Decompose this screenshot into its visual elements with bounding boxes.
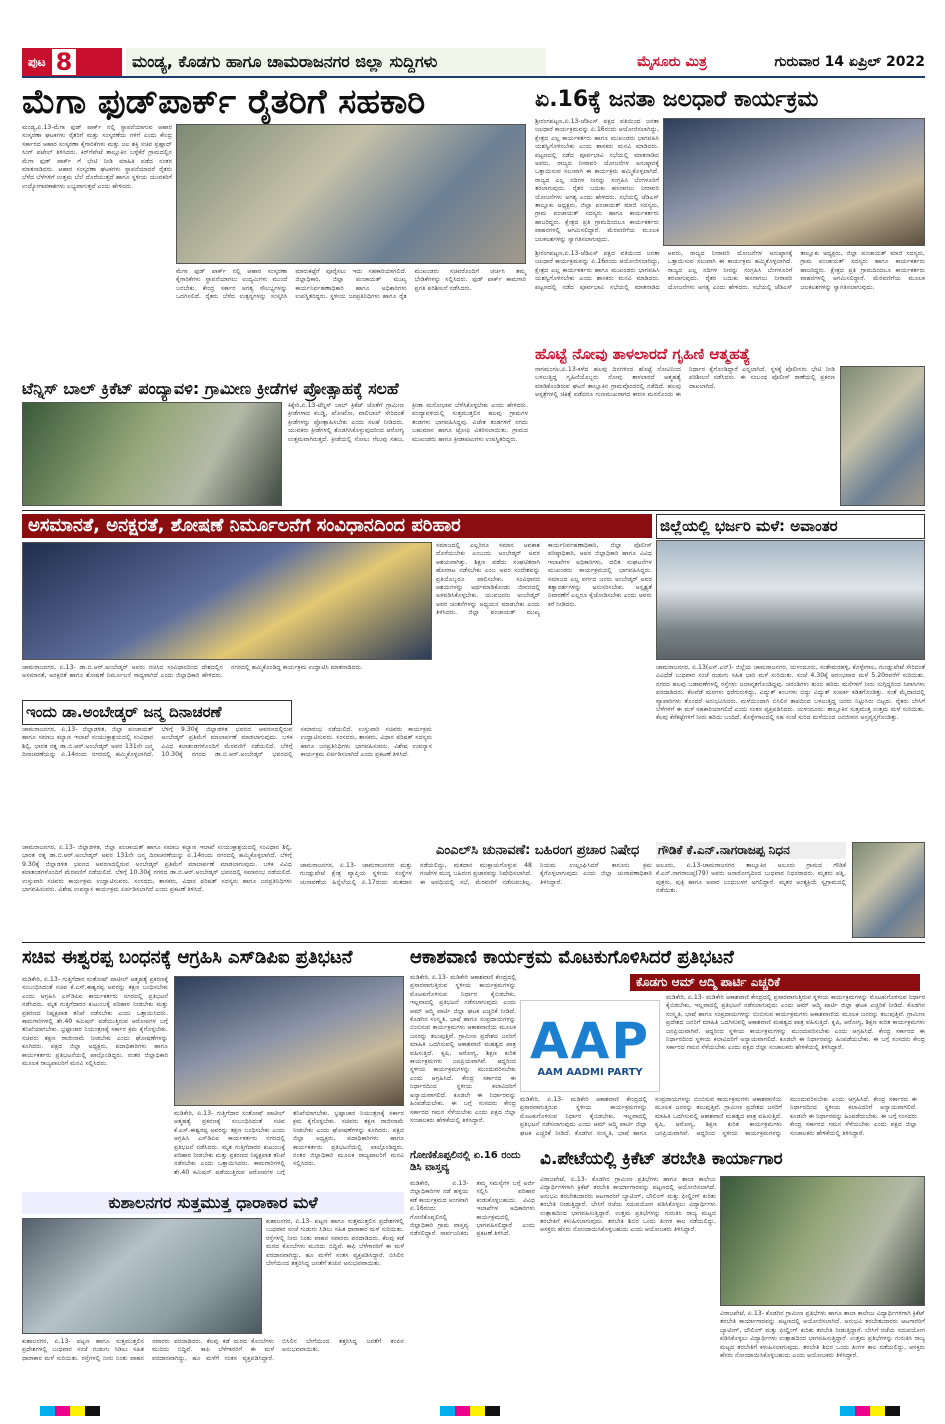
- body-akashavani-1: ಮಡಿಕೇರಿ, ಏ.13- ಮಡಿಕೇರಿ ಆಕಾಶವಾಣಿ ಕೇಂದ್ರದಲ್ಲಿ ಪ್ರಸಾರವಾಗುತ್ತಿರುವ ಸ್ಥಳೀಯ ಕಾರ್ಯಕ್ರಮಗಳನ್ನು ಮೊಟಕುಗೊಳಿಸುವ ನಿರ್ಧಾರ ಕೈಬಿಡಬೇಕು, ಇಲ್ಲವಾದಲ್ಲಿ ಪ್ರತಿಭಟನೆ ನಡೆಸಲಾಗುವುದು ಎಂದು ಆಮ್ ಆದ್ಮಿ ಪಾರ್ಟಿ ಜಿಲ್ಲಾ ಘಟಕ ಎಚ್ಚರಿಕೆ ನೀಡಿದೆ. ಕೊಡಗಿನ ಸಂಸ್ಕೃತಿ, ಭಾಷೆ ಹಾಗೂ ಸಂಪ್ರದಾಯಗಳನ್ನು ಬಿಂಬಿಸುವ ಕಾರ್ಯಕ್ರಮಗಳು ಆಕಾಶವಾಣಿಯ ಮೂಲಕ ಜನರನ್ನು ತಲುಪುತ್ತಿವೆ. ಗ್ರಾಮೀಣ ಪ್ರದೇಶದ ಜನರಿಗೆ ಮಾಹಿತಿ ಒದಗಿಸುವಲ್ಲಿ ಆಕಾಶವಾಣಿ ಮಹತ್ವದ ಪಾತ್ರ ವಹಿಸುತ್ತಿದೆ. ಕೃಷಿ, ಆರೋಗ್ಯ, ಶಿಕ್ಷಣ ಕುರಿತ ಕಾರ್ಯಕ್ರಮಗಳು ಜನಪ್ರಿಯವಾಗಿವೆ. ಆದ್ದರಿಂದ ಸ್ಥಳೀಯ ಕಾರ್ಯಕ್ರಮಗಳನ್ನು ಮುಂದುವರಿಸಬೇಕು ಎಂದು ಆಗ್ರಹಿಸಿದೆ. ಕೇಂದ್ರ ಸರ್ಕಾರದ ಈ ನಿರ್ಧಾರದಿಂದ ಸ್ಥಳೀಯ ಕಲಾವಿದರಿಗೆ ಅನ್ಯಾಯವಾಗಲಿದೆ. ಕೂಡಲೇ ಈ ನಿರ್ಧಾರವನ್ನು ಹಿಂಪಡೆಯಬೇಕು. ಈ ಬಗ್ಗೆ ಸಂಸದರು ಕೇಂದ್ರ ಸರ್ಕಾರದ ಗಮನ ಸೆಳೆಯಬೇಕು ಎಂದು ಪಕ್ಷದ ಜಿಲ್ಲಾ ಸಂಚಾಲಕರು ಹೇಳಿಕೆಯಲ್ಲಿ ತಿಳಿಸಿದ್ದಾರೆ.: [410, 974, 516, 1124]
- masthead: [22, 48, 925, 78]
- body-sdpi-protest-1: ಮಡಿಕೇರಿ, ಏ.13- ಗುತ್ತಿಗೆದಾರ ಸಂತೋಷ್ ಪಾಟೀಲ್ ಆತ್ಮಹತ್ಯೆ ಪ್ರಕರಣಕ್ಕೆ ಸಂಬಂಧಿಸಿದಂತೆ ಸಚಿವ ಕೆ.ಎಸ್.ಈಶ್ವರಪ್ಪ ಅವರನ್ನು ತಕ್ಷಣ ಬಂಧಿಸಬೇಕು ಎಂದು ಆಗ್ರಹಿಸಿ ಎಸ್‌ಡಿಪಿಐ ಕಾರ್ಯಕರ್ತರು ನಗರದಲ್ಲಿ ಪ್ರತಿಭಟನೆ ನಡೆಸಿದರು. ಮೃತ ಗುತ್ತಿಗೆದಾರರ ಕುಟುಂಬಕ್ಕೆ ಪರಿಹಾರ ನೀಡಬೇಕು ಮತ್ತು ಪ್ರಕರಣದ ನಿಷ್ಪಕ್ಷಪಾತ ತನಿಖೆ ನಡೆಸಬೇಕು ಎಂದು ಒತ್ತಾಯಿಸಿದರು. ಕಾಮಗಾರಿಗಳಲ್ಲಿ ಶೇ.40 ಕಮಿಷನ್ ಪಡೆಯುತ್ತಿರುವ ಆರೋಪಗಳ ಬಗ್ಗೆ ತನಿಖೆಯಾಗಬೇಕು. ಭ್ರಷ್ಟಾಚಾರ ನಿಯಂತ್ರಣಕ್ಕೆ ಸರ್ಕಾರ ಕ್ರಮ ಕೈಗೊಳ್ಳಬೇಕು. ಸಚಿವರು ತಕ್ಷಣ ರಾಜೀನಾಮೆ ನೀಡಬೇಕು ಎಂದು ಘೋಷಣೆಗಳನ್ನು ಕೂಗಿದರು. ಪಕ್ಷದ ಜಿಲ್ಲಾ ಅಧ್ಯಕ್ಷರು, ಪದಾಧಿಕಾರಿಗಳು ಹಾಗೂ ಕಾರ್ಯಕರ್ತರು ಪ್ರತಿಭಟನೆಯಲ್ಲಿ ಪಾಲ್ಗೊಂಡಿದ್ದರು. ನಂತರ ಜಿಲ್ಲಾಧಿಕಾರಿ ಮೂಲಕ ರಾಜ್ಯಪಾಲರಿಗೆ ಮನವಿ ಸಲ್ಲಿಸಿದರು.: [22, 976, 168, 1068]
- photo-rain-street: [656, 540, 925, 660]
- headline-mlc-election: ಎಂಎಲ್‌ಸಿ ಚುನಾವಣೆ: ಬಹಿರಂಗ ಪ್ರಚಾರ ನಿಷೇಧ: [436, 843, 640, 858]
- newspaper-brand: ಮೈಸೂರು ಮಿತ್ರ: [637, 54, 707, 70]
- body-sdpi-protest-2: ಮಡಿಕೇರಿ, ಏ.13- ಗುತ್ತಿಗೆದಾರ ಸಂತೋಷ್ ಪಾಟೀಲ್ ಆತ್ಮಹತ್ಯೆ ಪ್ರಕರಣಕ್ಕೆ ಸಂಬಂಧಿಸಿದಂತೆ ಸಚಿವ ಕೆ.ಎಸ್.ಈಶ್ವರಪ್ಪ ಅವರನ್ನು ತಕ್ಷಣ ಬಂಧಿಸಬೇಕು ಎಂದು ಆಗ್ರಹಿಸಿ ಎಸ್‌ಡಿಪಿಐ ಕಾರ್ಯಕರ್ತರು ನಗರದಲ್ಲಿ ಪ್ರತಿಭಟನೆ ನಡೆಸಿದರು. ಮೃತ ಗುತ್ತಿಗೆದಾರರ ಕುಟುಂಬಕ್ಕೆ ಪರಿಹಾರ ನೀಡಬೇಕು ಮತ್ತು ಪ್ರಕರಣದ ನಿಷ್ಪಕ್ಷಪಾತ ತನಿಖೆ ನಡೆಸಬೇಕು ಎಂದು ಒತ್ತಾಯಿಸಿದರು. ಕಾಮಗಾರಿಗಳಲ್ಲಿ ಶೇ.40 ಕಮಿಷನ್ ಪಡೆಯುತ್ತಿರುವ ಆರೋಪಗಳ ಬಗ್ಗೆ ತನಿಖೆಯಾಗಬೇಕು. ಭ್ರಷ್ಟಾಚಾರ ನಿಯಂತ್ರಣಕ್ಕೆ ಸರ್ಕಾರ ಕ್ರಮ ಕೈಗೊಳ್ಳಬೇಕು. ಸಚಿವರು ತಕ್ಷಣ ರಾಜೀನಾಮೆ ನೀಡಬೇಕು ಎಂದು ಘೋಷಣೆಗಳನ್ನು ಕೂಗಿದರು. ಪಕ್ಷದ ಜಿಲ್ಲಾ ಅಧ್ಯಕ್ಷರು, ಪದಾಧಿಕಾರಿಗಳು ಹಾಗೂ ಕಾರ್ಯಕರ್ತರು ಪ್ರತಿಭಟನೆಯಲ್ಲಿ ಪಾಲ್ಗೊಂಡಿದ್ದರು. ನಂತರ ಜಿಲ್ಲಾಧಿಕಾರಿ ಮೂಲಕ ರಾಜ್ಯಪಾಲರಿಗೆ ಮನವಿ ಸಲ್ಲಿಸಿದರು.: [174, 1110, 404, 1176]
- headline-virajpet-cricket: ವಿ.ಪೇಟೆಯಲ್ಲಿ ಕ್ರಿಕೆಟ್ ತರಬೇತಿ ಕಾರ್ಯಾಗಾರ: [540, 1149, 783, 1169]
- headline-tennis-ball: ಟೆನ್ನಿಸ್ ಬಾಲ್ ಕ್ರಿಕೆಟ್ ಪಂದ್ಯಾವಳಿ: ಗ್ರಾಮೀಣ ಕ್ರೀಡೆಗಳ ಪ್ರೋತ್ಸಾಹಕ್ಕೆ ಸಲಹೆ: [22, 379, 399, 398]
- photo-cricket-nets: [720, 1176, 925, 1306]
- body-kushalnagar-1: ಕುಶಾಲನಗರ, ಏ.13- ಪಟ್ಟಣ ಹಾಗೂ ಸುತ್ತಮುತ್ತಲಿನ ಪ್ರದೇಶಗಳಲ್ಲಿ ಬುಧವಾರ ಸಂಜೆ ಗುಡುಗು ಸಿಡಿಲು ಸಹಿತ ಧಾರಾಕಾರ ಮಳೆ ಸುರಿಯಿತು. ರಸ್ತೆಗಳಲ್ಲಿ ನೀರು ನಿಂತು ವಾಹನ ಸವಾರರು ಪರದಾಡಿದರು. ಕೆಲವು ಕಡೆ ಮರದ ಕೊಂಬೆಗಳು ಮುರಿದು ಬಿದ್ದಿವೆ. ಕಾಫಿ ಬೆಳೆಗಾರರಿಗೆ ಈ ಮಳೆ ವರದಾನವಾಗಿದ್ದು, ಹೂ ಮಳೆಗೆ ಸಂತಸ ವ್ಯಕ್ತಪಡಿಸಿದ್ದಾರೆ. ಬಿಸಿಲಿನ ಬೇಗೆಯಿಂದ ತತ್ತರಿಸಿದ್ದ ಜನತೆಗೆ ತಂಪಿನ ಅನುಭವವಾಯಿತು.: [266, 1218, 404, 1268]
- issue-date: ಗುರುವಾರ 14 ಏಪ್ರಿಲ್ 2022: [774, 54, 925, 70]
- body-gonikoppa: ಮಡಿಕೇರಿ, ಏ.13- ಜಿಲ್ಲಾಧಿಕಾರಿಗಳ ನಡೆ ಹಳ್ಳಿಯ ಕಡೆ ಕಾರ್ಯಕ್ರಮದ ಅಂಗವಾಗಿ ಏ.16ರಂದು ಗೋಣಿಕೊಪ್ಪಲಿನಲ್ಲಿ ಜಿಲ್ಲಾಧಿಕಾರಿ ಗ್ರಾಮ ವಾಸ್ತವ್ಯ ನಡೆಸಲಿದ್ದಾರೆ. ಸಾರ್ವಜನಿಕರು ತಮ್ಮ ಸಮಸ್ಯೆಗಳ ಬಗ್ಗೆ ಅರ್ಜಿ ಸಲ್ಲಿಸಿ ಪರಿಹಾರ ಕಂಡುಕೊಳ್ಳಬಹುದು. ವಿವಿಧ ಇಲಾಖೆಗಳ ಅಧಿಕಾರಿಗಳು ಕಾರ್ಯಕ್ರಮದಲ್ಲಿ ಭಾಗವಹಿಸಲಿದ್ದಾರೆ ಎಂದು ಪ್ರಕಟಣೆ ತಿಳಿಸಿದೆ.: [410, 1180, 535, 1238]
- photo-kushalnagar-rain: [22, 1218, 262, 1334]
- headline-gonikoppa: ಗೋಣಿಕೊಪ್ಪಲಿನಲ್ಲಿ ಏ.16 ರಂದು ಡಿಸಿ ವಾಸ್ತವ್ಯ: [410, 1150, 521, 1173]
- aap-logo: [520, 1000, 660, 1092]
- photo-obituary: [852, 842, 925, 938]
- aap-logo-text: AAP: [529, 1011, 651, 1070]
- print-color-bar: [40, 1406, 100, 1416]
- section-title: ಮಂಡ್ಯ, ಕೊಡಗು ಹಾಗೂ ಚಾಮರಾಜನಗರ ಜಿಲ್ಲಾ ಸುದ್ದಿಗಳು: [126, 48, 546, 76]
- body-heavy-rain: ಚಾಮರಾಜನಗರ, ಏ.13(ಎಸ್.ಎನ್)- ಜಿಲ್ಲೆಯ ಚಾಮರಾಜನಗರ, ಯಳಂದೂರು, ಸಂತೇಮರಹಳ್ಳಿ, ಕೊಳ್ಳೇಗಾಲ, ಗುಂಡ್ಲುಪೇಟೆ ಸೇರಿದಂತೆ ವಿವಿಧೆಡೆ ಬುಧವಾರ ಸಂಜೆ ಗುಡುಗು ಸಹಿತ ಭಾರಿ ಮಳೆ ಸುರಿಯಿತು. ಸಂಜೆ 4.30ಕ್ಕೆ ಆರಂಭವಾದ ಮಳೆ 5.20ರವರೆಗೆ ಸುರಿಯಿತು. ನಗರದ ಹಲವು ಬಡಾವಣೆಗಳಲ್ಲಿ ರಸ್ತೆಗಳು ಜಲಾವೃತಗೊಂಡಿದ್ದವು. ಚರಂಡಿಗಳು ತುಂಬಿ ಹರಿದು ಮನೆಗಳಿಗೆ ನೀರು ನುಗ್ಗಿದ್ದರಿಂದ ನಿವಾಸಿಗಳು ಪರದಾಡಿದರು. ಕೆಲವೆಡೆ ಮರಗಳು ಧರೆಗುರುಳಿದ್ದು, ವಿದ್ಯುತ್ ಕಂಬಗಳು ಬಿದ್ದು ವಿದ್ಯುತ್ ಸಂಪರ್ಕ ಕಡಿತಗೊಂಡಿತ್ತು. ಸಂತೆ ಮೈದಾನದಲ್ಲಿ ವ್ಯಾಪಾರಿಗಳು ತೊಂದರೆ ಅನುಭವಿಸಿದರು. ಮಳೆಯಿಂದಾಗಿ ಬಿಸಿಲಿನ ತಾಪದಿಂದ ಬಳಲುತ್ತಿದ್ದ ಜನರು ನಿಟ್ಟುಸಿರು ಬಿಟ್ಟರು. ರೈತರು ಬೇಸಿಗೆ ಬೆಳೆಗಳಿಗೆ ಈ ಮಳೆ ಸಹಕಾರಿಯಾಗಲಿದೆ ಎಂದು ಸಂತಸ ವ್ಯಕ್ತಪಡಿಸಿದರು. ಯಳಂದೂರು: ತಾಲ್ಲೂಕಿನ ಸುತ್ತಮುತ್ತ ಉತ್ತಮ ಮಳೆ ಸುರಿಯಿತು. ಕೆಲವು ಕೆರೆಕಟ್ಟೆಗಳಿಗೆ ನೀರು ಹರಿದು ಬಂದಿದೆ. ಕೊಳ್ಳೇಗಾಲದಲ್ಲಿ ಸಹ ಸಂಜೆ ಸುರಿದ ಮಳೆಯಿಂದ ಜನಜೀವನ ಅಸ್ತವ್ಯಸ್ತಗೊಂಡಿತ್ತು.: [656, 664, 925, 722]
- headline-akashavani: ಆಕಾಶವಾಣಿ ಕಾರ್ಯಕ್ರಮ ಮೊಟಕುಗೊಳಿಸಿದರೆ ಪ್ರತಿಭಟನೆ: [410, 947, 734, 968]
- body-food-park-2: ಮೆಗಾ ಫುಡ್ ಪಾರ್ಕ್ ನಲ್ಲಿ ಆಹಾರ ಸಂಸ್ಕರಣಾ ಕೈಗಾರಿಕೆಗಳು ಸ್ಥಾಪನೆಯಾಗಲು ಉದ್ಯಮಿಗಳು ಮುಂದೆ ಬರಬೇಕು. ಕೇಂದ್ರ ಸರ್ಕಾರ ಅಗತ್ಯ ಸೌಲಭ್ಯಗಳನ್ನು ಒದಗಿಸಲಿದೆ. ರೈತರು ಬೆಳೆದ ಉತ್ಪನ್ನಗಳನ್ನು ಸಂಸ್ಕರಿಸಿ ಮಾರುಕಟ್ಟೆಗೆ ಪೂರೈಸಲು ಇದು ಸಹಕಾರಿಯಾಗಲಿದೆ. ಜಿಲ್ಲಾಧಿಕಾರಿ, ಜಿಲ್ಲಾ ಪಂಚಾಯತ್ ಮುಖ್ಯ ಕಾರ್ಯನಿರ್ವಹಣಾಧಿಕಾರಿ ಹಾಗೂ ಅಧಿಕಾರಿಗಳು ಉಪಸ್ಥಿತರಿದ್ದರು. ಸ್ಥಳೀಯ ಜನಪ್ರತಿನಿಧಿಗಳು ಹಾಗೂ ರೈತ ಮುಖಂಡರು ಸಚಿವರೊಂದಿಗೆ ಚರ್ಚಿಸಿ ತಮ್ಮ ಬೇಡಿಕೆಗಳನ್ನು ಸಲ್ಲಿಸಿದರು. ಫುಡ್ ಪಾರ್ಕ್ ಕಾಮಗಾರಿ ಪ್ರಗತಿ ಪರಿಶೀಲನೆ ನಡೆಸಿದರು.: [176, 268, 526, 301]
- body-akashavani-3: ಮಡಿಕೇರಿ, ಏ.13- ಮಡಿಕೇರಿ ಆಕಾಶವಾಣಿ ಕೇಂದ್ರದಲ್ಲಿ ಪ್ರಸಾರವಾಗುತ್ತಿರುವ ಸ್ಥಳೀಯ ಕಾರ್ಯಕ್ರಮಗಳನ್ನು ಮೊಟಕುಗೊಳಿಸುವ ನಿರ್ಧಾರ ಕೈಬಿಡಬೇಕು, ಇಲ್ಲವಾದಲ್ಲಿ ಪ್ರತಿಭಟನೆ ನಡೆಸಲಾಗುವುದು ಎಂದು ಆಮ್ ಆದ್ಮಿ ಪಾರ್ಟಿ ಜಿಲ್ಲಾ ಘಟಕ ಎಚ್ಚರಿಕೆ ನೀಡಿದೆ. ಕೊಡಗಿನ ಸಂಸ್ಕೃತಿ, ಭಾಷೆ ಹಾಗೂ ಸಂಪ್ರದಾಯಗಳನ್ನು ಬಿಂಬಿಸುವ ಕಾರ್ಯಕ್ರಮಗಳು ಆಕಾಶವಾಣಿಯ ಮೂಲಕ ಜನರನ್ನು ತಲುಪುತ್ತಿವೆ. ಗ್ರಾಮೀಣ ಪ್ರದೇಶದ ಜನರಿಗೆ ಮಾಹಿತಿ ಒದಗಿಸುವಲ್ಲಿ ಆಕಾಶವಾಣಿ ಮಹತ್ವದ ಪಾತ್ರ ವಹಿಸುತ್ತಿದೆ. ಕೃಷಿ, ಆರೋಗ್ಯ, ಶಿಕ್ಷಣ ಕುರಿತ ಕಾರ್ಯಕ್ರಮಗಳು ಜನಪ್ರಿಯವಾಗಿವೆ. ಆದ್ದರಿಂದ ಸ್ಥಳೀಯ ಕಾರ್ಯಕ್ರಮಗಳನ್ನು ಮುಂದುವರಿಸಬೇಕು ಎಂದು ಆಗ್ರಹಿಸಿದೆ. ಕೇಂದ್ರ ಸರ್ಕಾರದ ಈ ನಿರ್ಧಾರದಿಂದ ಸ್ಥಳೀಯ ಕಲಾವಿದರಿಗೆ ಅನ್ಯಾಯವಾಗಲಿದೆ. ಕೂಡಲೇ ಈ ನಿರ್ಧಾರವನ್ನು ಹಿಂಪಡೆಯಬೇಕು. ಈ ಬಗ್ಗೆ ಸಂಸದರು ಕೇಂದ್ರ ಸರ್ಕಾರದ ಗಮನ ಸೆಳೆಯಬೇಕು ಎಂದು ಪಕ್ಷದ ಜಿಲ್ಲಾ ಸಂಚಾಲಕರು ಹೇಳಿಕೆಯಲ್ಲಿ ತಿಳಿಸಿದ್ದಾರೆ.: [666, 994, 925, 1052]
- photo-woman: [840, 366, 925, 506]
- body-constitution-right: ಸಮಾಜದಲ್ಲಿ ಎಲ್ಲರಿಗೂ ಸಮಾನ ಅವಕಾಶ ದೊರೆಯಬೇಕು ಎಂಬುದು ಅಂಬೇಡ್ಕರ್ ಅವರ ಆಶಯವಾಗಿತ್ತು. ಶಿಕ್ಷಣ ಪಡೆದು ಸಂಘಟಿತರಾಗಿ ಹೋರಾಟ ನಡೆಸಬೇಕು ಎಂಬ ಅವರ ಸಂದೇಶವನ್ನು ಪ್ರತಿಯೊಬ್ಬರೂ ಪಾಲಿಸಬೇಕು. ಸಂವಿಧಾನದ ಆಶಯಗಳನ್ನು ಅರ್ಥಮಾಡಿಕೊಂಡು ಜೀವನದಲ್ಲಿ ಅಳವಡಿಸಿಕೊಳ್ಳಬೇಕು. ಯುವಜನರು ಅಂಬೇಡ್ಕರ್ ಅವರ ಚಿಂತನೆಗಳನ್ನು ಅಧ್ಯಯನ ಮಾಡಬೇಕು ಎಂದು ತಿಳಿಸಿದರು. ಜಿಲ್ಲಾ ಪಂಚಾಯತ್ ಮುಖ್ಯ ಕಾರ್ಯನಿರ್ವಹಣಾಧಿಕಾರಿ, ಜಿಲ್ಲಾ ಪೊಲೀಸ್ ವರಿಷ್ಠಾಧಿಕಾರಿ, ಅಪರ ಜಿಲ್ಲಾಧಿಕಾರಿ ಹಾಗೂ ವಿವಿಧ ಇಲಾಖೆಗಳ ಅಧಿಕಾರಿಗಳು, ದಲಿತ ಸಂಘಟನೆಗಳ ಮುಖಂಡರು ಕಾರ್ಯಕ್ರಮದಲ್ಲಿ ಭಾಗವಹಿಸಿದ್ದರು. ಸಮಾಜದ ಎಲ್ಲ ವರ್ಗದ ಜನರು ಅಂಬೇಡ್ಕರ್ ಅವರ ತತ್ವಾದರ್ಶಗಳನ್ನು ಅನುಸರಿಸಬೇಕು. ಅಸ್ಪೃಶ್ಯತೆ ನಿವಾರಣೆಗೆ ಎಲ್ಲರೂ ಕೈಜೋಡಿಸಬೇಕು ಎಂದು ಅವರು ಕರೆ ನೀಡಿದರು.: [436, 542, 652, 617]
- page-number: 8: [52, 49, 77, 75]
- headline-food-park: ಮೆಗಾ ಫುಡ್‌ಪಾರ್ಕ್ ರೈತರಿಗೆ ಸಹಕಾರಿ: [22, 82, 426, 122]
- headline-heavy-rain: ಜಿಲ್ಲೆಯಲ್ಲಿ ಭರ್ಜರಿ ಮಳೆ: ಅವಾಂತರ: [656, 514, 925, 539]
- body-obituary: ಅಲೂರು, ಏ.13-ಚಾಮರಾಜನಗರ ತಾಲ್ಲೂಕಿನ ಅಲೂರು ಗ್ರಾಮದ ಗೌಡಿಕೆ ಕೆ.ಎನ್.ನಾಗರಾಜಪ್ಪ(79) ಅವರು ಅನಾರೋಗ್ಯದಿಂದ ಬುಧವಾರ ನಿಧನರಾದರು. ಮೃತರು ಪತ್ನಿ, ಪುತ್ರರು, ಪುತ್ರಿ ಹಾಗೂ ಅಪಾರ ಬಂಧುಬಳಗ ಅಗಲಿದ್ದಾರೆ. ಮೃತರ ಅಂತ್ಯಕ್ರಿಯೆ ಸ್ವಗ್ರಾಮದಲ್ಲಿ ನಡೆಯಿತು.: [656, 862, 846, 895]
- page-number-box: [22, 48, 122, 76]
- print-color-bar: [840, 1406, 900, 1416]
- photo-food-park: [176, 124, 526, 264]
- photo-ambedkar-event: [22, 542, 432, 660]
- divider: [22, 510, 925, 511]
- body-food-park-1: ಮಂಡ್ಯ,ಏ.13-ಮೆಗಾ ಫುಡ್ ಪಾರ್ಕ್ ನಲ್ಲಿ ಸ್ಥಾಪನೆಯಾಗುವ ಆಹಾರ ಸಂಸ್ಕರಣಾ ಘಟಕಗಳು ರೈತರಿಗೆ ಮತ್ತು ಸಂಸ್ಕರಣೆಯ ಗಳಿಗೆ ಎಂದು ಕೇಂದ್ರ ಸರ್ಕಾರದ ಆಹಾರ ಸಂಸ್ಕರಣಾ ಕೈಗಾರಿಕೆಗಳು ಮತ್ತು ಜಲ ಶಕ್ತಿ ಸಚಿವ ಪ್ರಹ್ಲಾದ್ ಸಿಂಗ್ ಪಟೇಲ್ ತಿಳಿಸಿದರು. ಕಿರ್‌ಗೆಪೇಟೆ ತಾಲ್ಲೂಕಿನ ಬಳ್ಳೆಕೆರೆ ಗ್ರಾಮದಲ್ಲಿನ ಮೆಗಾ ಫುಡ್ ಪಾರ್ಕ್ ಗೆ ಭೇಟಿ ನೀಡಿ ಮಾಹಿತಿ ಪಡೆದ ನಂತರ ಮಾತನಾಡಿದರು. ಆಹಾರ ಸಂಸ್ಕರಣಾ ಘಟಕಗಳು ಸ್ಥಾಪನೆಯಾದರೆ ರೈತರು ಬೆಳೆದ ಬೆಳೆಗಳಿಗೆ ಉತ್ತಮ ಬೆಲೆ ದೊರೆಯುತ್ತದೆ ಹಾಗೂ ಸ್ಥಳೀಯ ಯುವಕರಿಗೆ ಉದ್ಯೋಗಾವಕಾಶಗಳು ಲಭ್ಯವಾಗುತ್ತವೆ ಎಂದು ಹೇಳಿದರು.: [22, 124, 172, 190]
- photo-cricket-event: [22, 402, 282, 506]
- body-jala-dhare-1: ಶ್ರೀರಂಗಪಟ್ಟಣ,ಏ.13-ಜೆಡಿಎಸ್ ಪಕ್ಷದ ವತಿಯಿಂದ ಜನತಾ ಜಲಧಾರೆ ಕಾರ್ಯಕ್ರಮವನ್ನು ಏ.16ರಂದು ಆಯೋಜಿಸಲಾಗಿದ್ದು, ಕ್ಷೇತ್ರದ ಎಲ್ಲ ಕಾರ್ಯಕರ್ತರು ಹಾಗೂ ಮುಖಂಡರು ಭಾಗವಹಿಸಿ ಯಶಸ್ವಿಗೊಳಿಸಬೇಕು ಎಂದು ಶಾಸಕರು ಮನವಿ ಮಾಡಿದರು. ಪಟ್ಟಣದಲ್ಲಿ ನಡೆದ ಪೂರ್ವಭಾವಿ ಸಭೆಯಲ್ಲಿ ಮಾತನಾಡಿದ ಅವರು, ರಾಜ್ಯದ ನೀರಾವರಿ ಯೋಜನೆಗಳ ಅನುಷ್ಠಾನಕ್ಕೆ ಒತ್ತಾಯಿಸುವ ಸಲುವಾಗಿ ಈ ಕಾರ್ಯಕ್ರಮ ಹಮ್ಮಿಕೊಳ್ಳಲಾಗಿದೆ. ರಾಜ್ಯದ ಎಲ್ಲ ನದಿಗಳ ನೀರನ್ನು ಸಂಗ್ರಹಿಸಿ ಬೆಂಗಳೂರಿಗೆ ತರಲಾಗುವುದು. ರೈತರ ಬದುಕು ಹಸನಾಗಲು ನೀರಾವರಿ ಯೋಜನೆಗಳು ಅಗತ್ಯ ಎಂದು ಹೇಳಿದರು. ಸಭೆಯಲ್ಲಿ ಜೆಡಿಎಸ್ ತಾಲ್ಲೂಕು ಅಧ್ಯಕ್ಷರು, ಜಿಲ್ಲಾ ಪಂಚಾಯತ್ ಮಾಜಿ ಸದಸ್ಯರು, ಗ್ರಾಮ ಪಂಚಾಯತ್ ಸದಸ್ಯರು ಹಾಗೂ ಕಾರ್ಯಕರ್ತರು ಹಾಜರಿದ್ದರು. ಕ್ಷೇತ್ರದ ಪ್ರತಿ ಗ್ರಾಮದಿಂದಲೂ ಕಾರ್ಯಕರ್ತರು ವಾಹನಗಳಲ್ಲಿ ಆಗಮಿಸಲಿದ್ದಾರೆ. ಮೆರವಣಿಗೆಯ ಮೂಲಕ ಜಲಕಲಶಗಳನ್ನು ಸ್ವಾಗತಿಸಲಾಗುವುದು.: [535, 118, 659, 243]
- body-tennis-ball: ಕಿಕ್ಕೇರಿ,ಏ.13-ಟೆನ್ನಿಸ್ ಬಾಲ್ ಕ್ರಿಕೆಟ್ ಜೊತೆಗೆ ಗ್ರಾಮೀಣ ಕ್ರೀಡೆಗಳಾದ ಕಬಡ್ಡಿ, ಖೋಖೋ, ವಾಲಿಬಾಲ್ ಸೇರಿದಂತೆ ಕ್ರೀಡೆಗಳನ್ನು ಪ್ರೋತ್ಸಾಹಿಸಬೇಕು ಎಂದು ಸಲಹೆ ನೀಡಿದರು. ಯುವಕರು ಕ್ರೀಡೆಗಳಲ್ಲಿ ತೊಡಗಿಸಿಕೊಳ್ಳುವುದರಿಂದ ಆರೋಗ್ಯ ಉತ್ತಮವಾಗಿರುತ್ತದೆ. ಕ್ರೀಡೆಯಲ್ಲಿ ಸೋಲು ಗೆಲುವು ಸಹಜ, ಕ್ರೀಡಾ ಮನೋಭಾವ ಬೆಳೆಸಿಕೊಳ್ಳಬೇಕು ಎಂದು ಹೇಳಿದರು. ಪಂದ್ಯಾವಳಿಯಲ್ಲಿ ಸುತ್ತಮುತ್ತಲಿನ ಹಲವು ಗ್ರಾಮಗಳ ತಂಡಗಳು ಭಾಗವಹಿಸಿದ್ದವು. ವಿಜೇತ ತಂಡಗಳಿಗೆ ನಗದು ಬಹುಮಾನ ಹಾಗೂ ಟ್ರೋಫಿ ವಿತರಿಸಲಾಯಿತು. ಗ್ರಾಮದ ಮುಖಂಡರು ಹಾಗೂ ಕ್ರೀಡಾಪಟುಗಳು ಉಪಸ್ಥಿತರಿದ್ದರು.: [288, 402, 528, 443]
- print-color-bar: [440, 1406, 500, 1416]
- body-constitution-top: ಚಾಮರಾಜನಗರ, ಏ.13- ಡಾ.ಬಿ.ಆರ್.ಅಂಬೇಡ್ಕರ್ ಅವರು ರಚಿಸಿದ ಸಂವಿಧಾನದಿಂದ ದೇಶದಲ್ಲಿನ ಅಸಮಾನತೆ, ಅನಕ್ಷರತೆ ಹಾಗೂ ಶೋಷಣೆ ನಿರ್ಮೂಲನೆ ಸಾಧ್ಯವಾಗಿದೆ ಎಂದು ಜಿಲ್ಲಾಧಿಕಾರಿ ಹೇಳಿದರು. ನಗರದಲ್ಲಿ ಹಮ್ಮಿಕೊಂಡಿದ್ದ ಕಾರ್ಯಕ್ರಮ ಉದ್ಘಾಟಿಸಿ ಮಾತನಾಡಿದರು.: [22, 664, 363, 680]
- headline-sdpi-protest: ಸಚಿವ ಈಶ್ವರಪ್ಪ ಬಂಧನಕ್ಕೆ ಆಗ್ರಹಿಸಿ ಎಸ್‌ಡಿಪಿಐ ಪ್ರತಿಭಟನೆ: [22, 947, 353, 968]
- photo-sdpi-protest: [174, 976, 404, 1106]
- photo-jala-dhare: [663, 118, 925, 246]
- subhead-aap-warning: ಕೊಡಗು ಆಮ್ ಆದ್ಮಿ ಪಾರ್ಟಿ ಎಚ್ಚರಿಕೆ: [630, 974, 920, 991]
- body-virajpet-2: ವಿರಾಜಪೇಟೆ, ಏ.13- ಕೊಡಗಿನ ಗ್ರಾಮೀಣ ಪ್ರತಿಭೆಗಳು ಹಾಗೂ ಶಾಲಾ ಕಾಲೇಜು ವಿದ್ಯಾರ್ಥಿಗಳಿಗಾಗಿ ಕ್ರಿಕೆಟ್ ತರಬೇತಿ ಕಾರ್ಯಾಗಾರವನ್ನು ಪಟ್ಟಣದಲ್ಲಿ ಆಯೋಜಿಸಲಾಗಿದೆ. ಅನುಭವಿ ತರಬೇತುದಾರರು ಆಟಗಾರರಿಗೆ ಬ್ಯಾಟಿಂಗ್, ಬೌಲಿಂಗ್ ಮತ್ತು ಫೀಲ್ಡಿಂಗ್ ಕುರಿತು ತರಬೇತಿ ನೀಡುತ್ತಿದ್ದಾರೆ. ಬೇಸಿಗೆ ರಜೆಯ ಸದುಪಯೋಗ ಪಡಿಸಿಕೊಳ್ಳಲು ವಿದ್ಯಾರ್ಥಿಗಳು ಉತ್ಸಾಹದಿಂದ ಭಾಗವಹಿಸುತ್ತಿದ್ದಾರೆ. ಉತ್ತಮ ಪ್ರತಿಭೆಗಳನ್ನು ಗುರುತಿಸಿ ರಾಜ್ಯ ಮಟ್ಟದ ತರಬೇತಿಗೆ ಕಳುಹಿಸಲಾಗುವುದು. ತರಬೇತಿ ಶಿಬಿರ ಒಂದು ತಿಂಗಳ ಕಾಲ ನಡೆಯಲಿದ್ದು, ಆಸಕ್ತರು ಹೆಸರು ನೋಂದಾಯಿಸಿಕೊಳ್ಳಬಹುದು ಎಂದು ಆಯೋಜಕರು ತಿಳಿಸಿದ್ದಾರೆ.: [720, 1310, 925, 1360]
- page-label: ಪುಟ: [28, 54, 46, 69]
- body-stomach-pain: ನಾಗಮಂಗಲ,ಏ.13-ಕಳೆದ ಹಲವು ದಿನಗಳಿಂದ ಹೊಟ್ಟೆ ನೋವಿನಿಂದ ಬಳಲುತ್ತಿದ್ದ ಗೃಹಿಣಿಯೊಬ್ಬರು ನೋವು ತಾಳಲಾರದೆ ಆತ್ಮಹತ್ಯೆ ಮಾಡಿಕೊಂಡಿರುವ ಘಟನೆ ತಾಲ್ಲೂಕಿನ ಗ್ರಾಮವೊಂದರಲ್ಲಿ ನಡೆದಿದೆ. ಹಲವು ಆಸ್ಪತ್ರೆಗಳಲ್ಲಿ ಚಿಕಿತ್ಸೆ ಪಡೆದರೂ ಗುಣಮುಖರಾಗದ ಕಾರಣ ಮನನೊಂದು ಈ ನಿರ್ಧಾರ ಕೈಗೊಂಡಿದ್ದಾರೆ ಎನ್ನಲಾಗಿದೆ. ಸ್ಥಳಕ್ಕೆ ಪೊಲೀಸರು ಭೇಟಿ ನೀಡಿ ಪರಿಶೀಲನೆ ನಡೆಸಿದರು. ಈ ಸಂಬಂಧ ಪೊಲೀಸ್ ಠಾಣೆಯಲ್ಲಿ ಪ್ರಕರಣ ದಾಖಲಾಗಿದೆ.: [535, 366, 835, 399]
- aap-party-name: AAM AADMI PARTY: [537, 1066, 643, 1078]
- body-virajpet-1: ವಿರಾಜಪೇಟೆ, ಏ.13- ಕೊಡಗಿನ ಗ್ರಾಮೀಣ ಪ್ರತಿಭೆಗಳು ಹಾಗೂ ಶಾಲಾ ಕಾಲೇಜು ವಿದ್ಯಾರ್ಥಿಗಳಿಗಾಗಿ ಕ್ರಿಕೆಟ್ ತರಬೇತಿ ಕಾರ್ಯಾಗಾರವನ್ನು ಪಟ್ಟಣದಲ್ಲಿ ಆಯೋಜಿಸಲಾಗಿದೆ. ಅನುಭವಿ ತರಬೇತುದಾರರು ಆಟಗಾರರಿಗೆ ಬ್ಯಾಟಿಂಗ್, ಬೌಲಿಂಗ್ ಮತ್ತು ಫೀಲ್ಡಿಂಗ್ ಕುರಿತು ತರಬೇತಿ ನೀಡುತ್ತಿದ್ದಾರೆ. ಬೇಸಿಗೆ ರಜೆಯ ಸದುಪಯೋಗ ಪಡಿಸಿಕೊಳ್ಳಲು ವಿದ್ಯಾರ್ಥಿಗಳು ಉತ್ಸಾಹದಿಂದ ಭಾಗವಹಿಸುತ್ತಿದ್ದಾರೆ. ಉತ್ತಮ ಪ್ರತಿಭೆಗಳನ್ನು ಗುರುತಿಸಿ ರಾಜ್ಯ ಮಟ್ಟದ ತರಬೇತಿಗೆ ಕಳುಹಿಸಲಾಗುವುದು. ತರಬೇತಿ ಶಿಬಿರ ಒಂದು ತಿಂಗಳ ಕಾಲ ನಡೆಯಲಿದ್ದು, ಆಸಕ್ತರು ಹೆಸರು ನೋಂದಾಯಿಸಿಕೊಳ್ಳಬಹುದು ಎಂದು ಆಯೋಜಕರು ತಿಳಿಸಿದ್ದಾರೆ.: [540, 1176, 716, 1234]
- headline-stomach-pain: ಹೊಟ್ಟೆ ನೋವು ತಾಳಲಾರದೆ ಗೃಹಿಣಿ ಆತ್ಮಹತ್ಯೆ: [535, 345, 751, 363]
- body-ambedkar-birthday: ಚಾಮರಾಜನಗರ, ಏ.13- ಜಿಲ್ಲಾಡಳಿತ, ಜಿಲ್ಲಾ ಪಂಚಾಯತ್ ಹಾಗೂ ಸಮಾಜ ಕಲ್ಯಾಣ ಇಲಾಖೆ ಸಂಯುಕ್ತಾಶ್ರಯದಲ್ಲಿ ಸಂವಿಧಾನ ಶಿಲ್ಪಿ, ಭಾರತ ರತ್ನ ಡಾ.ಬಿ.ಆರ್.ಅಂಬೇಡ್ಕರ್ ಅವರ 131ನೇ ಜನ್ಮ ದಿನಾಚರಣೆಯನ್ನು ಏ.14ರಂದು ನಗರದಲ್ಲಿ ಹಮ್ಮಿಕೊಳ್ಳಲಾಗಿದೆ. ಬೆಳಿಗ್ಗೆ 9.30ಕ್ಕೆ ಜಿಲ್ಲಾಡಳಿತ ಭವನದ ಆವರಣದಲ್ಲಿರುವ ಅಂಬೇಡ್ಕರ್ ಪ್ರತಿಮೆಗೆ ಮಾಲಾರ್ಪಣೆ ಮಾಡಲಾಗುವುದು. ಬಳಿಕ ವಿವಿಧ ಕಲಾತಂಡಗಳೊಂದಿಗೆ ಮೆರವಣಿಗೆ ನಡೆಯಲಿದೆ. ಬೆಳಿಗ್ಗೆ 10.30ಕ್ಕೆ ನಗರದ ಡಾ.ಬಿ.ಆರ್.ಅಂಬೇಡ್ಕರ್ ಭವನದಲ್ಲಿ ಸಮಾರಂಭ ನಡೆಯಲಿದೆ. ಉಸ್ತುವಾರಿ ಸಚಿವರು ಕಾರ್ಯಕ್ರಮ ಉದ್ಘಾಟಿಸುವರು. ಸಂಸದರು, ಶಾಸಕರು, ವಿಧಾನ ಪರಿಷತ್ ಸದಸ್ಯರು ಹಾಗೂ ಜನಪ್ರತಿನಿಧಿಗಳು ಭಾಗವಹಿಸುವರು. ವಿಶೇಷ ಉಪನ್ಯಾಸ ಕಾರ್ಯಕ್ರಮ ಏರ್ಪಡಿಸಲಾಗಿದೆ ಎಂದು ಪ್ರಕಟಣೆ ತಿಳಿಸಿದೆ.: [22, 726, 432, 759]
- headline-kushalnagar-rain: ಕುಶಾಲನಗರ ಸುತ್ತಮುತ್ತ ಧಾರಾಕಾರ ಮಳೆ: [22, 1192, 404, 1214]
- headline-obituary: ಗೌಡಿಕೆ ಕೆ.ಎನ್.ನಾಗರಾಜಪ್ಪ ನಿಧನ: [656, 842, 846, 859]
- headline-ambedkar-birthday: ಇಂದು ಡಾ.ಅಂಬೇಡ್ಕರ್ ಜನ್ಮ ದಿನಾಚರಣೆ: [22, 700, 292, 725]
- body-jala-dhare-2: ಶ್ರೀರಂಗಪಟ್ಟಣ,ಏ.13-ಜೆಡಿಎಸ್ ಪಕ್ಷದ ವತಿಯಿಂದ ಜನತಾ ಜಲಧಾರೆ ಕಾರ್ಯಕ್ರಮವನ್ನು ಏ.16ರಂದು ಆಯೋಜಿಸಲಾಗಿದ್ದು, ಕ್ಷೇತ್ರದ ಎಲ್ಲ ಕಾರ್ಯಕರ್ತರು ಹಾಗೂ ಮುಖಂಡರು ಭಾಗವಹಿಸಿ ಯಶಸ್ವಿಗೊಳಿಸಬೇಕು ಎಂದು ಶಾಸಕರು ಮನವಿ ಮಾಡಿದರು. ಪಟ್ಟಣದಲ್ಲಿ ನಡೆದ ಪೂರ್ವಭಾವಿ ಸಭೆಯಲ್ಲಿ ಮಾತನಾಡಿದ ಅವರು, ರಾಜ್ಯದ ನೀರಾವರಿ ಯೋಜನೆಗಳ ಅನುಷ್ಠಾನಕ್ಕೆ ಒತ್ತಾಯಿಸುವ ಸಲುವಾಗಿ ಈ ಕಾರ್ಯಕ್ರಮ ಹಮ್ಮಿಕೊಳ್ಳಲಾಗಿದೆ. ರಾಜ್ಯದ ಎಲ್ಲ ನದಿಗಳ ನೀರನ್ನು ಸಂಗ್ರಹಿಸಿ ಬೆಂಗಳೂರಿಗೆ ತರಲಾಗುವುದು. ರೈತರ ಬದುಕು ಹಸನಾಗಲು ನೀರಾವರಿ ಯೋಜನೆಗಳು ಅಗತ್ಯ ಎಂದು ಹೇಳಿದರು. ಸಭೆಯಲ್ಲಿ ಜೆಡಿಎಸ್ ತಾಲ್ಲೂಕು ಅಧ್ಯಕ್ಷರು, ಜಿಲ್ಲಾ ಪಂಚಾಯತ್ ಮಾಜಿ ಸದಸ್ಯರು, ಗ್ರಾಮ ಪಂಚಾಯತ್ ಸದಸ್ಯರು ಹಾಗೂ ಕಾರ್ಯಕರ್ತರು ಹಾಜರಿದ್ದರು. ಕ್ಷೇತ್ರದ ಪ್ರತಿ ಗ್ರಾಮದಿಂದಲೂ ಕಾರ್ಯಕರ್ತರು ವಾಹನಗಳಲ್ಲಿ ಆಗಮಿಸಲಿದ್ದಾರೆ. ಮೆರವಣಿಗೆಯ ಮೂಲಕ ಜಲಕಲಶಗಳನ್ನು ಸ್ವಾಗತಿಸಲಾಗುವುದು.: [535, 250, 925, 291]
- body-ambedkar-birthday-cont: ಚಾಮರಾಜನಗರ, ಏ.13- ಜಿಲ್ಲಾಡಳಿತ, ಜಿಲ್ಲಾ ಪಂಚಾಯತ್ ಹಾಗೂ ಸಮಾಜ ಕಲ್ಯಾಣ ಇಲಾಖೆ ಸಂಯುಕ್ತಾಶ್ರಯದಲ್ಲಿ ಸಂವಿಧಾನ ಶಿಲ್ಪಿ, ಭಾರತ ರತ್ನ ಡಾ.ಬಿ.ಆರ್.ಅಂಬೇಡ್ಕರ್ ಅವರ 131ನೇ ಜನ್ಮ ದಿನಾಚರಣೆಯನ್ನು ಏ.14ರಂದು ನಗರದಲ್ಲಿ ಹಮ್ಮಿಕೊಳ್ಳಲಾಗಿದೆ. ಬೆಳಿಗ್ಗೆ 9.30ಕ್ಕೆ ಜಿಲ್ಲಾಡಳಿತ ಭವನದ ಆವರಣದಲ್ಲಿರುವ ಅಂಬೇಡ್ಕರ್ ಪ್ರತಿಮೆಗೆ ಮಾಲಾರ್ಪಣೆ ಮಾಡಲಾಗುವುದು. ಬಳಿಕ ವಿವಿಧ ಕಲಾತಂಡಗಳೊಂದಿಗೆ ಮೆರವಣಿಗೆ ನಡೆಯಲಿದೆ. ಬೆಳಿಗ್ಗೆ 10.30ಕ್ಕೆ ನಗರದ ಡಾ.ಬಿ.ಆರ್.ಅಂಬೇಡ್ಕರ್ ಭವನದಲ್ಲಿ ಸಮಾರಂಭ ನಡೆಯಲಿದೆ. ಉಸ್ತುವಾರಿ ಸಚಿವರು ಕಾರ್ಯಕ್ರಮ ಉದ್ಘಾಟಿಸುವರು. ಸಂಸದರು, ಶಾಸಕರು, ವಿಧಾನ ಪರಿಷತ್ ಸದಸ್ಯರು ಹಾಗೂ ಜನಪ್ರತಿನಿಧಿಗಳು ಭಾಗವಹಿಸುವರು. ವಿಶೇಷ ಉಪನ್ಯಾಸ ಕಾರ್ಯಕ್ರಮ ಏರ್ಪಡಿಸಲಾಗಿದೆ ಎಂದು ಪ್ರಕಟಣೆ ತಿಳಿಸಿದೆ.: [22, 844, 292, 894]
- body-akashavani-2: ಮಡಿಕೇರಿ, ಏ.13- ಮಡಿಕೇರಿ ಆಕಾಶವಾಣಿ ಕೇಂದ್ರದಲ್ಲಿ ಪ್ರಸಾರವಾಗುತ್ತಿರುವ ಸ್ಥಳೀಯ ಕಾರ್ಯಕ್ರಮಗಳನ್ನು ಮೊಟಕುಗೊಳಿಸುವ ನಿರ್ಧಾರ ಕೈಬಿಡಬೇಕು, ಇಲ್ಲವಾದಲ್ಲಿ ಪ್ರತಿಭಟನೆ ನಡೆಸಲಾಗುವುದು ಎಂದು ಆಮ್ ಆದ್ಮಿ ಪಾರ್ಟಿ ಜಿಲ್ಲಾ ಘಟಕ ಎಚ್ಚರಿಕೆ ನೀಡಿದೆ. ಕೊಡಗಿನ ಸಂಸ್ಕೃತಿ, ಭಾಷೆ ಹಾಗೂ ಸಂಪ್ರದಾಯಗಳನ್ನು ಬಿಂಬಿಸುವ ಕಾರ್ಯಕ್ರಮಗಳು ಆಕಾಶವಾಣಿಯ ಮೂಲಕ ಜನರನ್ನು ತಲುಪುತ್ತಿವೆ. ಗ್ರಾಮೀಣ ಪ್ರದೇಶದ ಜನರಿಗೆ ಮಾಹಿತಿ ಒದಗಿಸುವಲ್ಲಿ ಆಕಾಶವಾಣಿ ಮಹತ್ವದ ಪಾತ್ರ ವಹಿಸುತ್ತಿದೆ. ಕೃಷಿ, ಆರೋಗ್ಯ, ಶಿಕ್ಷಣ ಕುರಿತ ಕಾರ್ಯಕ್ರಮಗಳು ಜನಪ್ರಿಯವಾಗಿವೆ. ಆದ್ದರಿಂದ ಸ್ಥಳೀಯ ಕಾರ್ಯಕ್ರಮಗಳನ್ನು ಮುಂದುವರಿಸಬೇಕು ಎಂದು ಆಗ್ರಹಿಸಿದೆ. ಕೇಂದ್ರ ಸರ್ಕಾರದ ಈ ನಿರ್ಧಾರದಿಂದ ಸ್ಥಳೀಯ ಕಲಾವಿದರಿಗೆ ಅನ್ಯಾಯವಾಗಲಿದೆ. ಕೂಡಲೇ ಈ ನಿರ್ಧಾರವನ್ನು ಹಿಂಪಡೆಯಬೇಕು. ಈ ಬಗ್ಗೆ ಸಂಸದರು ಕೇಂದ್ರ ಸರ್ಕಾರದ ಗಮನ ಸೆಳೆಯಬೇಕು ಎಂದು ಪಕ್ಷದ ಜಿಲ್ಲಾ ಸಂಚಾಲಕರು ಹೇಳಿಕೆಯಲ್ಲಿ ತಿಳಿಸಿದ್ದಾರೆ.: [520, 1096, 917, 1137]
- body-kushalnagar-2: ಕುಶಾಲನಗರ, ಏ.13- ಪಟ್ಟಣ ಹಾಗೂ ಸುತ್ತಮುತ್ತಲಿನ ಪ್ರದೇಶಗಳಲ್ಲಿ ಬುಧವಾರ ಸಂಜೆ ಗುಡುಗು ಸಿಡಿಲು ಸಹಿತ ಧಾರಾಕಾರ ಮಳೆ ಸುರಿಯಿತು. ರಸ್ತೆಗಳಲ್ಲಿ ನೀರು ನಿಂತು ವಾಹನ ಸವಾರರು ಪರದಾಡಿದರು. ಕೆಲವು ಕಡೆ ಮರದ ಕೊಂಬೆಗಳು ಮುರಿದು ಬಿದ್ದಿವೆ. ಕಾಫಿ ಬೆಳೆಗಾರರಿಗೆ ಈ ಮಳೆ ವರದಾನವಾಗಿದ್ದು, ಹೂ ಮಳೆಗೆ ಸಂತಸ ವ್ಯಕ್ತಪಡಿಸಿದ್ದಾರೆ. ಬಿಸಿಲಿನ ಬೇಗೆಯಿಂದ ತತ್ತರಿಸಿದ್ದ ಜನತೆಗೆ ತಂಪಿನ ಅನುಭವವಾಯಿತು.: [22, 1338, 404, 1362]
- divider: [22, 942, 925, 943]
- body-mlc-election: ಚಾಮರಾಜನಗರ, ಏ.13- ಚಾಮರಾಜನಗರ ಮತ್ತು ಗುಂಡ್ಲುಪೇಟೆ ಕ್ಷೇತ್ರ ವ್ಯಾಪ್ತಿಯ ಸ್ಥಳೀಯ ಸಂಸ್ಥೆಗಳ ಚುನಾವಣೆಯ ಹಿನ್ನೆಲೆಯಲ್ಲಿ ಏ.17ರಂದು ಮತದಾನ ನಡೆಯಲಿದ್ದು, ಮತದಾನ ಮುಕ್ತಾಯಗೊಳ್ಳುವ 48 ಗಂಟೆಗಳ ಮುನ್ನ ಬಹಿರಂಗ ಪ್ರಚಾರವನ್ನು ನಿಷೇಧಿಸಲಾಗಿದೆ. ಈ ಅವಧಿಯಲ್ಲಿ ಸಭೆ, ಮೆರವಣಿಗೆ ನಡೆಸುವಂತಿಲ್ಲ. ನಿಯಮ ಉಲ್ಲಂಘಿಸಿದರೆ ಕಾನೂನು ಕ್ರಮ ಕೈಗೊಳ್ಳಲಾಗುವುದು ಎಂದು ಜಿಲ್ಲಾ ಚುನಾವಣಾಧಿಕಾರಿ ತಿಳಿಸಿದ್ದಾರೆ.: [300, 862, 652, 886]
- headline-jala-dhare: ಏ.16ಕ್ಕೆ ಜನತಾ ಜಲಧಾರೆ ಕಾರ್ಯಕ್ರಮ: [535, 87, 819, 112]
- headline-constitution: ಅಸಮಾನತೆ, ಅನಕ್ಷರತೆ, ಶೋಷಣೆ ನಿರ್ಮೂಲನೆಗೆ ಸಂವಿಧಾನದಿಂದ ಪರಿಹಾರ: [22, 514, 652, 538]
